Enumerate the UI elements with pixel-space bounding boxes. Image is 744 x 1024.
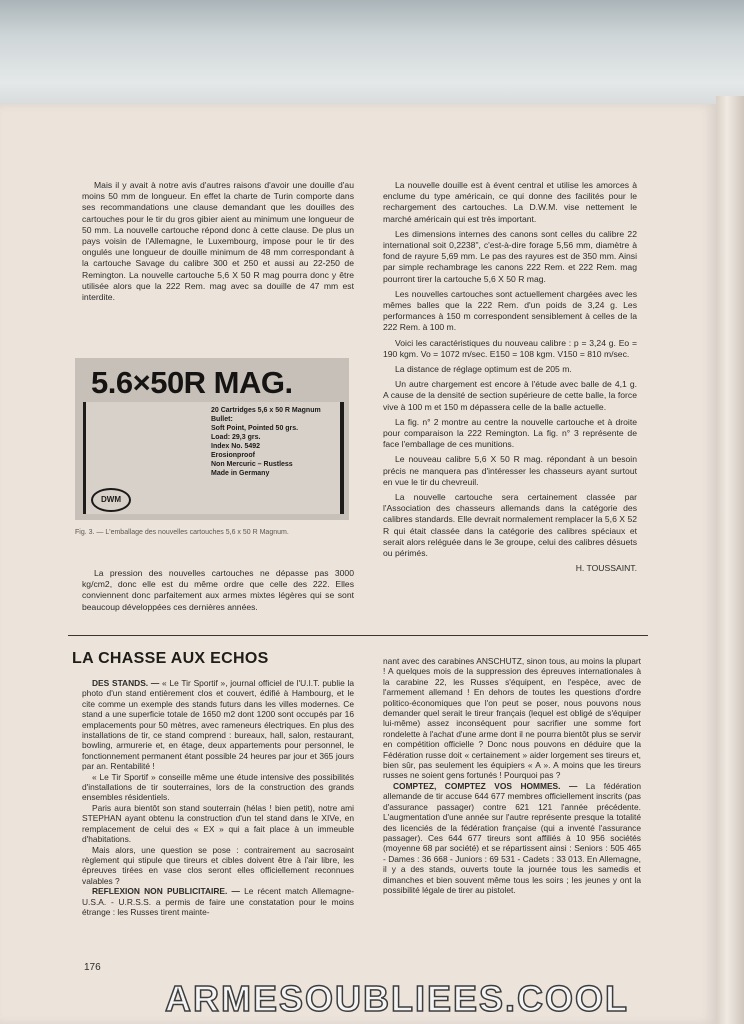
paragraph: Le nouveau calibre 5,6 X 50 R mag. répondant à un besoin précis ne manquera pas d'intéresser les chasseurs ayant surtout en vue le tir du chevreuil. <box>383 454 637 487</box>
paragraph <box>82 845 354 887</box>
echos-left-column <box>82 678 354 917</box>
spec-line: Made in Germany <box>211 470 270 477</box>
spec-line: Bullet: <box>211 416 233 423</box>
article-left-column-bottom <box>82 568 354 617</box>
paragraph: La nouvelle douille est à évent central et utilise les amorces à enclume du type américain, ce qui donne des facilités pour le rechargement des cartouches. La D.W.M. vise nettement le marché américain qui est très important. <box>383 180 637 224</box>
ammo-box-photo <box>75 358 349 520</box>
paragraph: La pression des nouvelles cartouches ne dépasse pas 3000 kg/cm2, donc elle est du même ordre que celle des 222. Elles conviennent donc parfaitement aux armes mixtes légères qui se sont beaucoup développées ces dernières années. <box>82 568 354 612</box>
paragraph: Voici les caractéristiques du nouveau calibre : p = 3,24 g. Eo = 190 kgm. Vo = 1072 m/sec. E150 = 108 kgm. V150 = 810 m/sec. <box>383 337 637 359</box>
paragraph: Mais il y avait à notre avis d'autres raisons d'avoir une douille d'au moins 50 mm de longueur. En effet la charte de Turin comporte dans ses recommandations une clause demandant que les douilles des cartouches pour le tir du gros gibier aient au minimum une longueur de 50 mm. La nouvelle cartouche répond donc à cette clause. De plus un pays voisin de l'Allemagne, le Luxembourg, impose pour le tir des ongulés une longueur de douille minimum de 48 mm correspondant à la cartouche Savage du calibre 300 et 250 et aussi au 22-250 de Remington. La nouvelle cartouche 5,6 X 50 R mag pourra donc y être utilisée alors que la 222 Rem. mag avec sa douille de 47 mm est interdite. <box>82 180 354 303</box>
paragraph <box>82 886 354 917</box>
paragraph-text: Mais alors, une question se pose : contrairement au sacrosaint règlement qui stipule que tireurs et cibles doivent être à l'air libre, les épreuves tirées en vase clos seront elles officiellement reconnues valables ? <box>82 844 354 886</box>
paragraph: La fig. n° 2 montre au centre la nouvelle cartouche et à droite pour comparaison la 222 Remington. La fig. n° 3 représente de face l'emballage de ces munitions. <box>383 416 637 450</box>
paragraph <box>82 678 354 772</box>
echos-right-column <box>383 656 641 895</box>
spec-line: Soft Point, Pointed 50 grs. <box>211 425 299 432</box>
spec-line: Non Mercuric – Rustless <box>211 461 293 468</box>
article-left-column <box>82 180 354 307</box>
section-divider <box>68 635 648 636</box>
ad-title: 5.6×50R MAG. <box>91 365 293 400</box>
author-signature: H. TOUSSAINT. <box>575 563 637 574</box>
paragraph <box>82 803 354 845</box>
paragraph-text: « Le Tir Sportif » conseille même une étude intensive des possibilités d'installations de tir souterraines, lors de la construction des grands ensembles résidentiels. <box>82 771 354 803</box>
paragraph-text: Paris aura bientôt son stand souterrain (hélas ! bien petit), notre ami STEPHAN ayant obtenu la construction d'un tel stand dans le XIVe, en remplacement de celui des « EX » qui a fait place à un immeuble d'habitations. <box>82 802 354 845</box>
paragraph <box>383 656 641 781</box>
article-right-column <box>383 180 637 579</box>
spec-line: 20 Cartridges 5,6 x 50 R Magnum <box>211 407 321 414</box>
ad-specs <box>211 406 341 478</box>
spec-line: Erosionproof <box>211 452 255 459</box>
paragraph: Les nouvelles cartouches sont actuellement chargées avec les mêmes balles que la 222 Rem. d'un poids de 3,24 g. Les performances à 150 m correspondent sensiblement à celles de la 222 Rem. à 100 m. <box>383 288 637 333</box>
paragraph-text: Le récent match Allemagne-U.S.A. - U.R.S.S. a permis de faire une constatation pour le moins étrange : les Russes tirent mainte- <box>82 886 354 917</box>
section-title: LA CHASSE AUX ECHOS <box>72 650 269 667</box>
paragraph <box>383 781 641 895</box>
paragraph-text: nant avec des carabines ANSCHUTZ, sinon tous, au moins la plupart ! A quelques mois de la suppression des épreuves internationales à la carabine 22, les Russes s'équipent, en l'espèce, avec de l'armement allemand ! En dehors de toutes les questions d'ordre politico-économiques que l'on peut se poser, nous pouvons nous demander quel serait le tireur français (lequel est obligé de s'équiper lui-même) assez inconséquent pour sacrifier une somme fort rondelette à l'achat d'une arme dont il ne pourra bientôt plus se servir en compétition officielle ? Donc nous pouvons en déduire que la Fédération russe doit « certainement » aider lorgement ses tireurs et, bien sûr, pas seulement les équipiers « A ». A moins que les tireurs russes ne soient gens fortunés ! Pourquoi pas ? <box>383 656 641 781</box>
paragraph-text: « Le Tir Sportif », journal officiel de l'U.I.T. publie la photo d'un stand entièrement clos et couvert, édifié à Hambourg, et le cite comme un exemple des stands futurs dans les villes modernes. Ce stand a une superficie totale de 1650 m2 dont 1200 sont occupés par 16 emplacements pour 50 mètres, avec rameneurs électriques. En plus des installations de tir, ce stand comprend : bureaux, hall, salon, restaurant, bowling, armurerie et, en étage, deux appartements pour personnel, le fonctionnement permanent étant possible 24 heures par jour et 365 jours par an. Rentabilité ! <box>82 678 355 772</box>
paragraph-head: DES STANDS. — <box>92 678 160 688</box>
figure-caption: Fig. 3. — L'emballage des nouvelles cartouches 5,6 x 50 R Magnum. <box>75 529 289 536</box>
page-edge <box>716 96 744 1024</box>
paragraph: La nouvelle cartouche sera certainement classée par l'Association des chasseurs allemands dans la catégorie des calibres standards. Elle devrait normalement remplacer la 5,6 X 52 R qui était classée dans la catégorie des calibres spéciaux et serait alors reléguée dans le 3e groupe, celui des calibres désuets ou périmés. <box>383 492 637 559</box>
paragraph: Les dimensions internes des canons sont celles du calibre 22 international soit 0,2238", c'est-à-dire forage 5,56 mm, diamètre à fond de rayure 5,69 mm. Le pas des rayures est de 350 mm. Ainsi par simple rechambrage les canons 222 Rem. et 222 Rem. mag pourront tirer la cartouche 5,6 X 50 R mag. <box>383 228 637 284</box>
paragraph: La distance de réglage optimum est de 205 m. <box>395 364 572 375</box>
paragraph <box>82 772 354 803</box>
paragraph-text: La fédération allemande de tir accuse 644 677 membres officiellement inscrits (pas d'assurance passager) contre 621 121 l'année précédente. L'augmentation d'une année sur l'autre représente presque la totalité des licenciés de la fédération française (qui a inventé l'assurance passager). Ces 644 677 tireurs sont affiliés à 10 956 sociétés (moyenne 68 par société) et se répartissent ainsi : Seniors : 505 465 - Dames : 36 668 - Juniors : 69 531 - Cadets : 33 013. En Allemagne, il y a des stands, ouverts toute la journée tous les samedis et dimanches et bien souvent même tous les soirs ; les jeunes y ont la possibilité légale de tirer au pistolet. <box>383 780 641 895</box>
spec-line: Index No. 5492 <box>211 443 261 450</box>
scan-background <box>0 0 744 104</box>
paragraph-head: REFLEXION NON PUBLICITAIRE. — <box>92 886 240 897</box>
watermark: ARMESOUBLIEES.COOL <box>165 978 630 1019</box>
dwm-logo: DWM <box>91 488 131 512</box>
page-number: 176 <box>84 962 101 973</box>
spec-line: Load: 29,3 grs. <box>211 434 261 441</box>
paragraph-head: COMPTEZ, COMPTEZ VOS HOMMES. — <box>393 780 578 791</box>
paragraph: Un autre chargement est encore à l'étude avec balle de 4,1 g. A cause de la densité de section supérieure de cette balle, la force vive à 100 m et 150 m dépassera celle de la balle actuelle. <box>383 379 637 412</box>
